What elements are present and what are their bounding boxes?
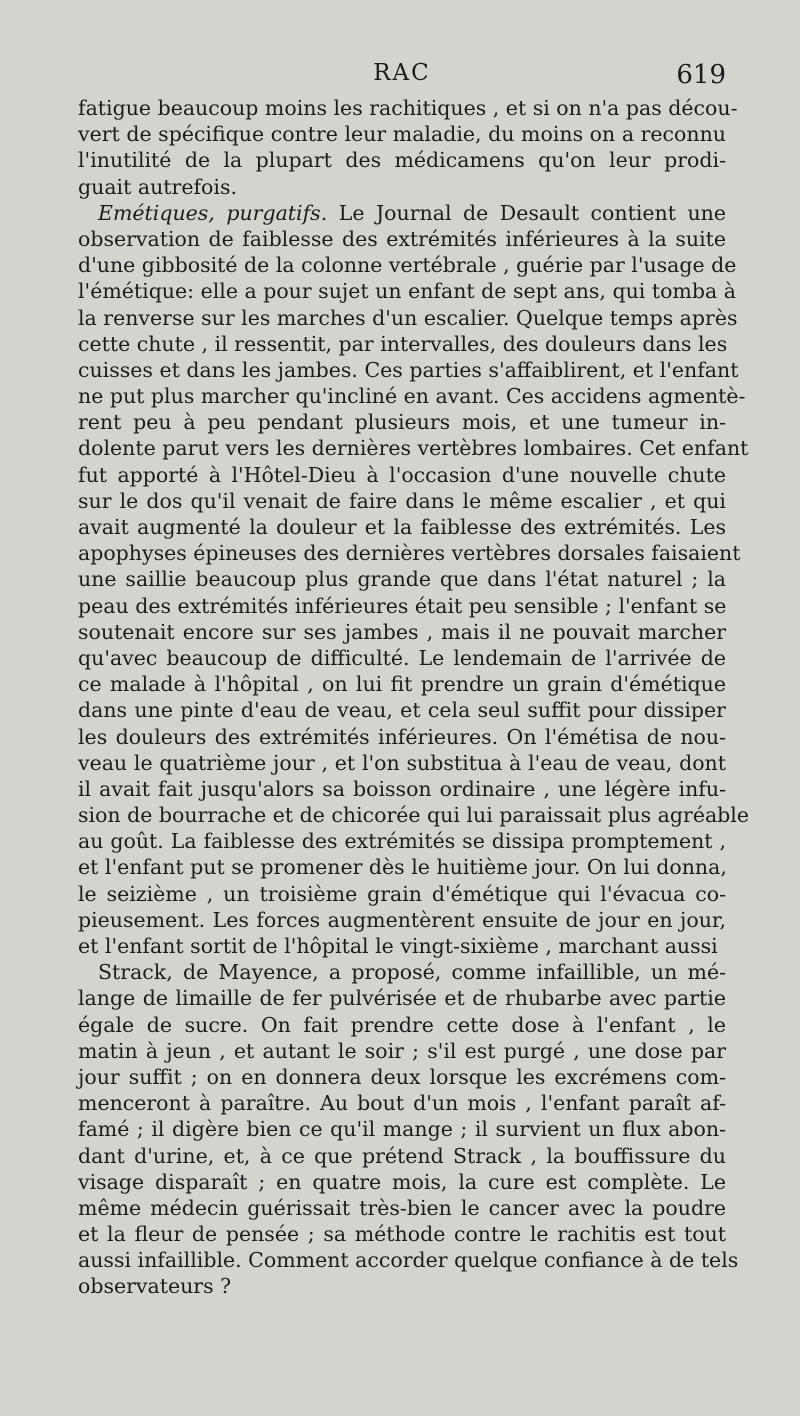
text-line: une saillie beaucoup plus grande que dans l'état naturel ; la — [78, 567, 726, 592]
text-line: visage disparaît ; en quatre mois, la cure est complète. Le — [78, 1169, 726, 1194]
text-line: la renverse sur les marches d'un escalier. Quelque temps après — [78, 305, 738, 330]
text-line: cuisses et dans les jambes. Ces parties s'affaiblirent, et l'enfant — [78, 357, 739, 382]
text-line: observation de faiblesse des extrémités inférieures à la suite — [78, 226, 726, 251]
text-line: vert de spécifique contre leur maladie, du moins on a reconnu — [78, 122, 726, 147]
text-line: d'une gibbosité de la colonne vertébrale , guérie par l'usage de — [78, 253, 737, 278]
text-line: dant d'urine, et, à ce que prétend Strack , la bouffissure du — [78, 1143, 726, 1168]
text-line: même médecin guérissait très-bien le cancer avec la poudre — [78, 1195, 726, 1220]
text-line: cette chute , il ressentit, par intervalles, des douleurs dans les — [78, 331, 728, 356]
text-line: il avait fait jusqu'alors sa boisson ordinaire , une légère infu- — [78, 776, 726, 801]
text-line: les douleurs des extrémités inférieures. On l'émétisa de nou- — [78, 724, 726, 749]
text-line: l'émétique: elle a pour sujet un enfant de sept ans, qui tomba à — [78, 279, 736, 304]
paragraph-lead-rest: Le Journal de Desault contient une — [327, 200, 726, 225]
text-line: au goût. La faiblesse des extrémités se dissipa promptement , — [78, 829, 726, 854]
text-line: fatigue beaucoup moins les rachitiques , et si on n'a pas décou- — [78, 96, 738, 120]
text-line: lange de limaille de fer pulvérisée et de rhubarbe avec partie — [78, 986, 726, 1011]
paragraph-first-line: Strack, de Mayence, a proposé, comme infaillible, un mé- — [98, 960, 726, 985]
text-line: famé ; il digère bien ce qu'il mange ; il survient un flux abon- — [78, 1117, 726, 1142]
text-line: menceront à paraître. Au bout d'un mois , l'enfant paraît af- — [78, 1091, 726, 1116]
running-header — [78, 60, 726, 94]
text-line: le seizième , un troisième grain d'émétique qui l'évacua co- — [78, 881, 726, 906]
text-line: pieusement. Les forces augmentèrent ensuite de jour en jour, — [78, 907, 726, 932]
paragraph-lead: Emétiques, purgatifs. — [98, 200, 328, 225]
text-line: matin à jeun , et autant le soir ; s'il est purgé , une dose par — [78, 1038, 726, 1063]
text-line: avait augmenté la douleur et la faiblesse des extrémités. Les — [78, 515, 726, 539]
text-line: rent peu à peu pendant plusieurs mois, et une tumeur in- — [78, 410, 726, 435]
text-line: ce malade à l'hôpital , on lui fit prendre un grain d'émétique — [78, 672, 726, 697]
text-line: égale de sucre. On fait prendre cette dose à l'enfant , le — [78, 1012, 726, 1037]
text-line: qu'avec beaucoup de difficulté. Le lendemain de l'arrivée de — [78, 645, 726, 670]
text-line: et la fleur de pensée ; sa méthode contre le rachitis est tout — [78, 1222, 726, 1247]
text-line: observateurs ? — [78, 1274, 232, 1299]
page-number: 619 — [676, 60, 726, 90]
text-line: et l'enfant sortit de l'hôpital le vingt-sixième , marchant aussi — [78, 934, 718, 958]
text-line: apophyses épineuses des dernières vertèbres dorsales faisaient — [78, 541, 741, 566]
text-line: jour suffit ; on en donnera deux lorsque les excrémens com- — [78, 1064, 726, 1089]
text-line: sion de bourrache et de chicorée qui lui paraissait plus agréable — [78, 803, 749, 828]
text-line: guait autrefois. — [78, 174, 237, 199]
text-line: et l'enfant put se promener dès le huitième jour. On lui donna, — [78, 855, 727, 880]
body-text — [78, 95, 749, 1300]
text-line: fut apporté à l'Hôtel-Dieu à l'occasion d'une nouvelle chute — [78, 462, 726, 487]
text-line: soutenait encore sur ses jambes , mais il ne pouvait marcher — [78, 619, 726, 644]
text-line: dans une pinte d'eau de veau, et cela seul suffit pour dissiper — [78, 698, 726, 723]
text-line: peau des extrémités inférieures était peu sensible ; l'enfant se — [78, 593, 727, 618]
running-title: RAC — [373, 60, 431, 86]
text-line: veau le quatrième jour , et l'on substitua à l'eau de veau, dont — [78, 750, 726, 775]
text-line: ne put plus marcher qu'incliné en avant. Ces accidens agmentè- — [78, 384, 746, 409]
text-line: aussi infaillible. Comment accorder quelque confiance à de tels — [78, 1248, 739, 1273]
text-line: l'inutilité de la plupart des médicamens qu'on leur prodi- — [78, 148, 726, 173]
text-line: dolente parut vers les dernières vertèbres lombaires. Cet enfant — [78, 436, 749, 461]
text-line: sur le dos qu'il venait de faire dans le même escalier , et qui — [78, 488, 726, 513]
paragraph-first-line — [78, 200, 726, 226]
